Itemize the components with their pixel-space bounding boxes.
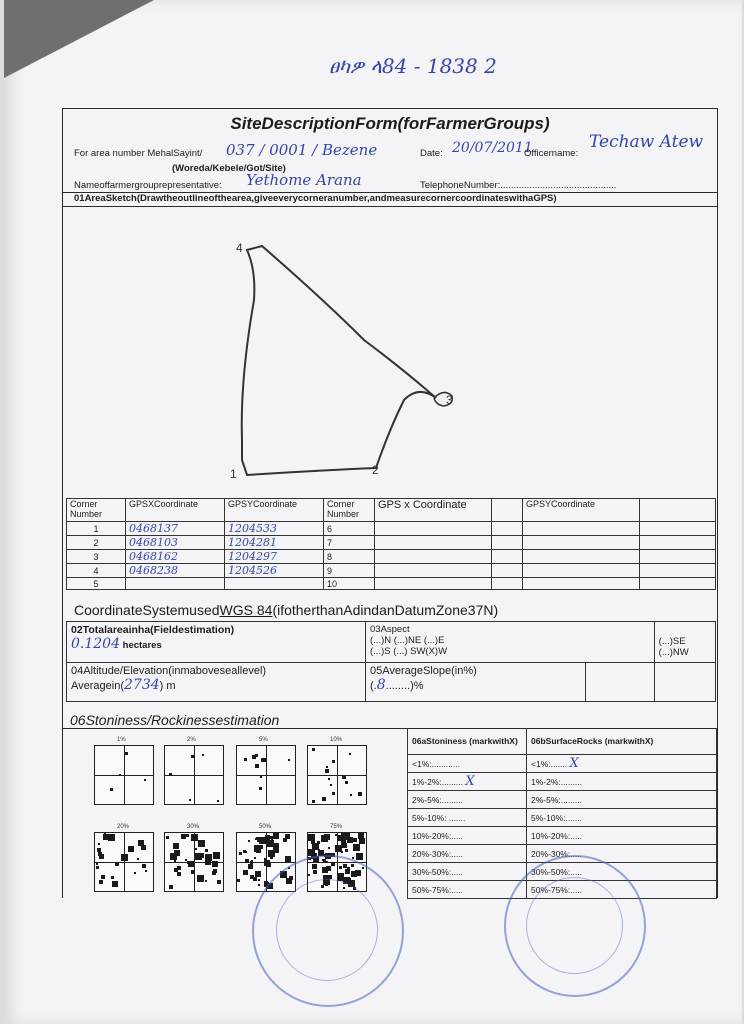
selected-mark: X — [465, 774, 475, 789]
corner-number-cell: 9 — [324, 564, 375, 578]
stone-marker — [312, 800, 315, 803]
stone-marker — [326, 766, 328, 768]
aspect-cell — [366, 622, 655, 663]
stone-marker — [328, 847, 330, 849]
stone-marker — [273, 843, 279, 849]
gps-y-cell: 1204297 — [225, 550, 324, 564]
grid-divider — [95, 862, 153, 863]
stone-marker — [358, 792, 362, 796]
empty-cell — [492, 550, 523, 564]
stone-marker — [244, 758, 247, 761]
empty-cell — [640, 536, 716, 550]
stone-marker — [169, 773, 172, 776]
stone-marker — [96, 866, 99, 869]
stone-marker — [250, 875, 254, 879]
table-row — [67, 550, 716, 564]
coordinate-system-value: WGS 84 — [219, 602, 273, 618]
table-header-cell — [492, 499, 523, 522]
stone-marker — [186, 834, 189, 837]
empty-cell — [654, 663, 715, 702]
stone-marker — [195, 848, 197, 850]
stone-marker — [358, 833, 364, 839]
stone-marker — [349, 753, 351, 755]
stone-marker — [121, 854, 128, 861]
surface-rocks-header: 06bSurfaceRocks (markwithX) — [527, 728, 717, 755]
table-row — [408, 827, 717, 845]
sketch-corner-label: 1 — [230, 467, 237, 481]
document-page — [4, 0, 742, 1024]
stone-marker — [258, 879, 260, 881]
telephone-label: TelephoneNumber:............................................ — [420, 180, 617, 191]
stone-marker — [312, 843, 319, 850]
stoniness-option[interactable]: 5%-10%: ....... — [408, 809, 527, 827]
gps-x-cell: 0468238 — [126, 564, 225, 578]
stoniness-reference-grid — [164, 832, 224, 892]
stone-marker — [213, 852, 220, 859]
handwritten-reference-note: ፀካዎ ላ84 - 1838 2 — [329, 54, 497, 78]
stone-marker — [255, 838, 257, 840]
stone-marker — [322, 797, 326, 801]
stoniness-option[interactable]: 30%-50%:..... — [408, 863, 527, 881]
table-header-cell: GPSXCoordinate — [126, 499, 225, 522]
gps-y-cell: 1204526 — [225, 564, 324, 578]
stone-marker — [119, 774, 121, 776]
gps-x-cell — [375, 522, 492, 536]
gps-y-cell — [225, 578, 324, 590]
slope-value: 8 — [376, 677, 386, 693]
surface-rocks-option[interactable]: 20%-30%:..... — [527, 845, 717, 863]
table-row — [408, 791, 717, 809]
table-header-row — [67, 499, 716, 522]
stone-marker — [191, 755, 194, 758]
corner-number-cell: 7 — [324, 536, 375, 550]
stone-marker — [110, 788, 113, 791]
corner-number-cell: 3 — [67, 550, 126, 564]
grid-percent-label: 2% — [187, 737, 196, 743]
table-header-cell: GPSYCoordinate — [523, 499, 640, 522]
grid-percent-label: 50% — [259, 824, 272, 830]
gps-x-cell: 0468103 — [126, 536, 225, 550]
area-number-label: For area number MehalSayint/ — [74, 148, 203, 159]
stone-marker — [111, 876, 114, 879]
sketch-heading: 01AreaSketch(Drawtheoutlineofthearea,giveeverycorneranumber,andmeasurecornercoordinateswithaGPS) — [74, 193, 557, 204]
slope-prefix: (. — [370, 680, 377, 692]
empty-cell — [492, 536, 523, 550]
gps-coordinates-table — [66, 498, 716, 590]
stone-marker — [353, 838, 357, 842]
stone-marker — [353, 844, 360, 851]
aspect-options-line2: (...)S (...) SW(X)W — [370, 646, 448, 657]
stone-marker — [237, 879, 240, 882]
stone-marker — [264, 858, 266, 860]
slope-cell — [366, 663, 586, 702]
empty-cell — [492, 578, 523, 590]
official-stamp — [504, 855, 646, 997]
stone-marker — [217, 800, 219, 802]
stoniness-option[interactable]: 2%-5%:......... — [408, 791, 527, 809]
gps-x-cell — [126, 578, 225, 590]
table-row — [67, 522, 716, 536]
corner-number-cell: 2 — [67, 536, 126, 550]
stone-marker — [205, 854, 212, 861]
stone-marker — [330, 784, 332, 786]
form-title: SiteDescriptionForm(forFarmerGroups) — [230, 114, 550, 133]
gps-x-cell — [375, 536, 492, 550]
surface-rocks-option[interactable]: 1%-2%:......... — [527, 773, 717, 791]
aspect-options-line1: (...)N (...)NE (...)E — [370, 635, 445, 646]
table-row — [67, 622, 716, 663]
stone-marker — [321, 835, 328, 842]
corner-number-cell: 6 — [324, 522, 375, 536]
gps-x-cell — [375, 550, 492, 564]
slope-suffix: ........)% — [385, 680, 424, 692]
stone-marker — [191, 834, 198, 841]
altitude-value: 2734 — [124, 677, 160, 693]
empty-cell — [640, 578, 716, 590]
stone-marker — [308, 849, 315, 856]
gps-x-cell — [375, 578, 492, 590]
stone-marker — [332, 792, 335, 795]
stone-marker — [188, 861, 194, 867]
option-text: <1%:....... — [531, 759, 568, 769]
date-value: 20/07/2011 — [452, 140, 533, 156]
corner-number-cell: 4 — [67, 564, 126, 578]
table-row — [408, 755, 717, 773]
table-header-cell: GPS x Coordinate — [375, 499, 492, 522]
stone-marker — [259, 787, 262, 790]
stone-marker — [137, 858, 139, 860]
coordinate-system-line — [74, 602, 498, 618]
stone-marker — [174, 860, 176, 862]
stone-marker — [177, 866, 181, 870]
stoniness-option[interactable] — [408, 773, 527, 791]
area-outline — [242, 246, 436, 475]
stone-marker — [112, 881, 118, 887]
surface-rocks-option[interactable]: 10%-20%:..... — [527, 827, 717, 845]
empty-cell — [492, 564, 523, 578]
total-area-value: 0.1204 — [71, 636, 120, 652]
gps-y-cell — [523, 564, 640, 578]
stone-marker — [248, 864, 253, 869]
stone-marker — [138, 840, 144, 846]
stone-marker — [170, 853, 177, 860]
gps-y-cell — [523, 522, 640, 536]
stoniness-option[interactable]: <1%:............ — [408, 755, 527, 773]
grid-percent-label: 10% — [330, 737, 343, 743]
stone-marker — [198, 840, 205, 847]
altitude-cell — [67, 663, 366, 702]
stone-marker — [335, 845, 342, 852]
site-details-table — [66, 621, 716, 702]
stone-marker — [350, 794, 352, 796]
officer-label: Officername: — [524, 148, 579, 159]
stone-marker — [288, 759, 290, 761]
stone-marker — [259, 845, 263, 849]
stone-marker — [262, 758, 266, 762]
stone-marker — [144, 779, 146, 781]
stone-marker — [142, 864, 146, 868]
stoniness-option[interactable]: 20%-30%:..... — [408, 845, 527, 863]
stoniness-reference-grid — [94, 832, 154, 892]
stone-marker — [99, 880, 103, 884]
table-row — [408, 773, 717, 791]
stone-marker — [217, 880, 221, 884]
stone-marker — [145, 870, 147, 872]
stone-marker — [202, 754, 204, 756]
stoniness-reference-grid — [94, 745, 154, 805]
stoniness-reference-grid — [236, 745, 296, 805]
empty-cell — [492, 522, 523, 536]
sketch-corner-label: 4 — [236, 241, 243, 255]
stone-marker — [212, 871, 216, 875]
surface-rocks-option[interactable]: 2%-5%:......... — [527, 791, 717, 809]
surface-rocks-option[interactable]: 50%-75%:..... — [527, 881, 717, 899]
stone-marker — [197, 875, 204, 882]
stone-marker — [255, 754, 258, 757]
stone-marker — [98, 843, 100, 845]
grid-percent-label: 20% — [117, 824, 130, 830]
empty-cell — [640, 564, 716, 578]
stone-marker — [335, 834, 337, 836]
option-text: 1%-2%:......... — [412, 777, 464, 787]
stone-marker — [356, 853, 363, 860]
stone-marker — [205, 849, 208, 852]
corner-number-cell: 8 — [324, 550, 375, 564]
stone-marker — [101, 875, 105, 879]
empty-cell — [640, 522, 716, 536]
grid-percent-label: 75% — [330, 824, 343, 830]
representative-label: Nameoffarmergrouprepresentative: — [74, 180, 222, 191]
table-header-cell: Corner Number — [324, 499, 375, 522]
date-label: Date: — [420, 148, 443, 159]
stoniness-reference-grid — [307, 745, 367, 805]
aspect-cell-right — [654, 622, 715, 663]
stone-marker — [248, 840, 250, 842]
stone-marker — [345, 833, 350, 838]
official-stamp — [252, 855, 404, 1007]
stone-marker — [239, 852, 242, 855]
stone-marker — [205, 880, 207, 882]
coordinate-system-note: (ifotherthanAdindanDatumZone37N) — [272, 602, 499, 618]
gps-x-cell — [375, 564, 492, 578]
grid-percent-label: 5% — [259, 737, 268, 743]
surface-rocks-option[interactable]: 5%-10%:....... — [527, 809, 717, 827]
stone-marker — [285, 856, 291, 862]
stoniness-option[interactable]: 50%-75%:..... — [408, 881, 527, 899]
corner-number-cell: 10 — [324, 578, 375, 590]
stone-marker — [245, 859, 249, 863]
table-row — [67, 564, 716, 578]
stone-marker — [108, 834, 115, 841]
coordinate-system-label: CoordinateSystemused — [74, 602, 220, 618]
table-header-cell: GPSYCoordinate — [225, 499, 324, 522]
aspect-label: 03Aspect — [370, 624, 410, 635]
stone-marker — [195, 853, 202, 860]
stone-marker — [134, 872, 136, 874]
stone-marker — [255, 764, 259, 768]
stone-marker — [173, 843, 179, 849]
stone-marker — [342, 843, 347, 848]
stoniness-option[interactable]: 10%-20%:..... — [408, 827, 527, 845]
table-row — [67, 578, 716, 590]
stone-marker — [264, 860, 270, 866]
stoniness-heading: 06Stoniness/Rockinessestimation — [70, 712, 280, 728]
stone-marker — [96, 863, 98, 865]
stone-marker — [99, 854, 104, 859]
sketch-corner-label: 3 — [446, 393, 453, 407]
gps-x-cell: 0468137 — [126, 522, 225, 536]
stone-marker — [270, 856, 273, 859]
surface-rocks-option[interactable]: 30%-50%:..... — [527, 863, 717, 881]
grid-percent-label: 1% — [117, 737, 126, 743]
grid-divider — [308, 775, 366, 776]
total-area-label: 02Totalareainha(Fieldestimation) — [71, 624, 235, 636]
stone-marker — [251, 860, 253, 862]
stone-marker — [258, 884, 260, 886]
aspect-option-nw: (...)NW — [658, 647, 689, 658]
stone-marker — [191, 870, 195, 874]
empty-cell — [585, 663, 654, 702]
surface-rocks-option[interactable] — [527, 755, 717, 773]
grid-percent-label: 30% — [187, 824, 200, 830]
stone-marker — [342, 775, 346, 779]
stone-marker — [273, 833, 279, 839]
stamp-inner-ring — [276, 879, 378, 981]
stone-marker — [125, 752, 128, 755]
altitude-suffix: ) m — [159, 680, 176, 692]
gps-y-cell — [523, 536, 640, 550]
stone-marker — [325, 769, 329, 773]
gps-y-cell — [523, 578, 640, 590]
stoniness-reference-grid — [164, 745, 224, 805]
stoniness-header: 06aStoniness (markwithX) — [408, 728, 527, 755]
stone-marker — [328, 778, 330, 780]
stone-marker — [189, 799, 191, 801]
sketch-corner-label: 2 — [372, 463, 379, 477]
gps-y-cell: 1204281 — [225, 536, 324, 550]
gps-y-cell: 1204533 — [225, 522, 324, 536]
table-row — [67, 663, 716, 702]
stamp-inner-ring — [526, 877, 623, 974]
stone-marker — [115, 862, 119, 866]
stone-marker — [169, 885, 173, 889]
stone-marker — [332, 760, 335, 763]
aspect-option-se: (...)SE — [658, 636, 686, 647]
stone-marker — [345, 849, 348, 852]
table-header-row — [408, 728, 717, 755]
table-header-cell — [640, 499, 716, 522]
stone-marker — [345, 781, 348, 784]
stone-marker — [243, 870, 248, 875]
stone-marker — [312, 748, 315, 751]
table-row — [408, 809, 717, 827]
officer-value: Techaw Atew — [589, 132, 704, 152]
grid-divider — [95, 775, 153, 776]
stone-marker — [177, 872, 181, 876]
stone-marker — [166, 836, 169, 839]
stone-marker — [104, 833, 106, 835]
stone-marker — [283, 838, 287, 842]
gps-y-cell — [523, 550, 640, 564]
selected-mark: X — [569, 756, 579, 771]
total-area-unit: hectares — [122, 640, 162, 651]
stone-marker — [254, 857, 256, 859]
gps-x-cell: 0468162 — [126, 550, 225, 564]
grid-divider — [165, 775, 223, 776]
grid-divider — [237, 775, 295, 776]
stone-marker — [213, 863, 217, 867]
stone-marker — [128, 846, 134, 852]
stone-marker — [245, 851, 247, 853]
stone-marker — [260, 776, 262, 778]
area-number-value: 037 / 0001 / Bezene — [226, 141, 378, 159]
slope-label: 05AverageSlope(in%) — [370, 665, 477, 677]
area-number-sublabel: (Woreda/Kebele/Got/Site) — [172, 163, 286, 174]
corner-number-cell: 1 — [67, 522, 126, 536]
altitude-label: 04Altitude/Elevation(inmaboveseallevel) — [71, 665, 267, 677]
representative-value: Yethome Arana — [246, 171, 362, 189]
stone-marker — [255, 871, 261, 877]
altitude-prefix: Averagein( — [71, 680, 124, 692]
corner-number-cell: 5 — [67, 578, 126, 590]
empty-cell — [640, 550, 716, 564]
total-area-cell — [67, 622, 366, 663]
table-header-cell: Corner Number — [67, 499, 126, 522]
area-sketch-drawing — [4, 0, 742, 520]
table-row — [67, 536, 716, 550]
